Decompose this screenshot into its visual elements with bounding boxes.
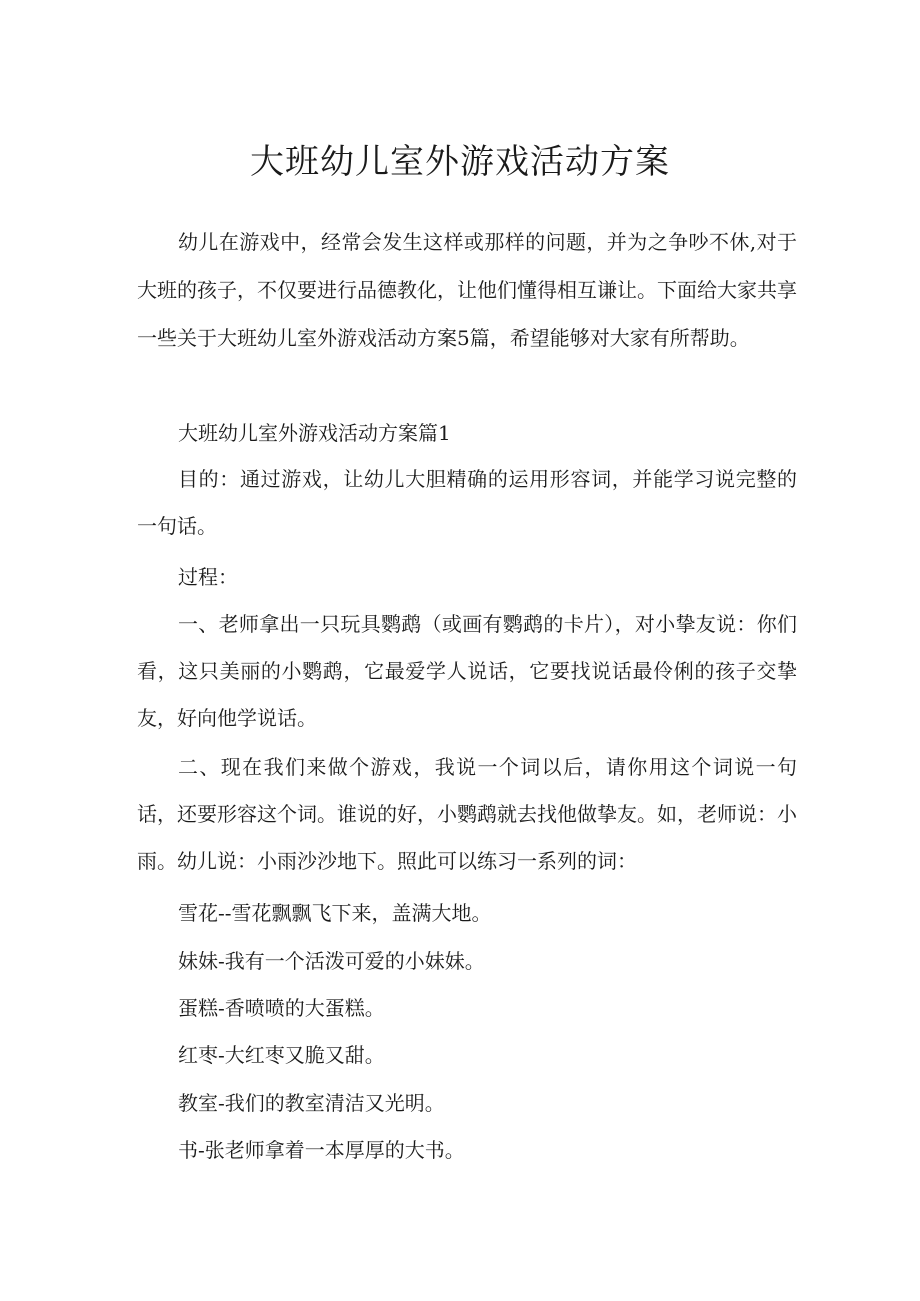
process-label: 过程：	[178, 565, 238, 589]
step-two-paragraph: 二、现在我们来做个游戏，我说一个词以后，请你用这个词说一句话，还要形容这个词。谁说的好，小鹦鹉就去找他做挚友。如，老师说：小雨。幼儿说：小雨沙沙地下。照此可以练习一系列的词：	[137, 755, 797, 873]
section-heading: 大班幼儿室外游戏活动方案篇1	[178, 421, 451, 445]
purpose-paragraph: 目的：通过游戏，让幼儿大胆精确的运用形容词，并能学习说完整的一句话。	[137, 467, 797, 538]
example-item: 妹妹-我有一个活泼可爱的小妹妹。	[178, 949, 485, 973]
intro-paragraph: 幼儿在游戏中，经常会发生这样或那样的问题，并为之争吵不休,对于大班的孩子，不仅要进行品德教化，让他们懂得相互谦让。下面给大家共享一些关于大班幼儿室外游戏活动方案5篇，希望能够对大家有所帮助。	[137, 230, 797, 350]
document-title: 大班幼儿室外游戏活动方案	[250, 142, 670, 182]
example-item: 蛋糕-香喷喷的大蛋糕。	[178, 996, 385, 1020]
example-item: 教室-我们的教室清洁又光明。	[178, 1091, 445, 1115]
step-one-paragraph: 一、老师拿出一只玩具鹦鹉（或画有鹦鹉的卡片），对小挚友说：你们看，这只美丽的小鹦鹉，它最爱学人说话，它要找说话最伶俐的孩子交挚友，好向他学说话。	[137, 612, 797, 730]
example-item: 雪花--雪花飘飘飞下来，盖满大地。	[178, 901, 492, 925]
example-item: 书-张老师拿着一本厚厚的大书。	[178, 1138, 465, 1162]
example-item: 红枣-大红枣又脆又甜。	[178, 1043, 385, 1067]
